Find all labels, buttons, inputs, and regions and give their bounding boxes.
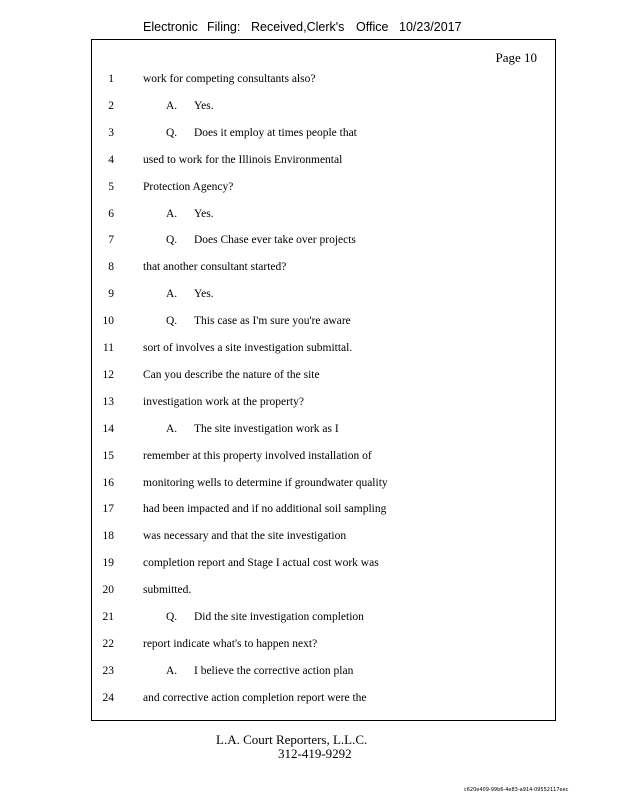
line-text: remember at this property involved installation of	[143, 449, 372, 462]
line-number: 20	[102, 584, 114, 597]
line-text	[166, 208, 214, 220]
qa-marker: A.	[166, 664, 178, 677]
line-number: 14	[102, 422, 114, 435]
line-number: 9	[108, 288, 114, 301]
line-number: 2	[108, 99, 114, 112]
line-text: Protection Agency?	[143, 180, 234, 193]
line-text	[166, 288, 214, 300]
transcript-line	[0, 208, 618, 226]
line-number: 19	[102, 557, 114, 570]
qa-marker: Q.	[166, 315, 178, 328]
line-number: 17	[102, 503, 114, 516]
transcript-line	[0, 234, 618, 252]
transcript-line	[0, 315, 618, 333]
header-office: Office	[356, 20, 389, 34]
qa-text: The site investigation work as I	[194, 422, 339, 435]
transcript-line	[0, 261, 618, 279]
line-number: 15	[102, 449, 114, 462]
transcript-line	[0, 342, 618, 360]
qa-text: Does it employ at times people that	[194, 126, 357, 139]
line-text	[166, 100, 214, 112]
line-text: had been impacted and if no additional soil sampling	[143, 503, 387, 516]
line-text: submitted.	[143, 584, 192, 597]
transcript-line	[0, 638, 618, 656]
line-number: 1	[108, 73, 114, 85]
line-text: sort of involves a site investigation submittal.	[143, 342, 353, 354]
transcript-line	[0, 154, 618, 172]
line-text: used to work for the Illinois Environmental	[143, 153, 343, 166]
line-number: 10	[102, 315, 114, 328]
line-number: 23	[102, 664, 114, 677]
transcript-line	[0, 396, 618, 414]
line-number: 12	[102, 368, 114, 381]
line-text: report indicate what's to happen next?	[143, 637, 318, 650]
transcript-line	[0, 503, 618, 521]
line-text: that another consultant started?	[143, 261, 287, 274]
qa-text: This case as I'm sure you're aware	[194, 315, 351, 328]
page-number: Page 10	[495, 50, 537, 65]
qa-text: Does Chase ever take over projects	[194, 234, 356, 247]
transcript-line	[0, 288, 618, 306]
line-number: 11	[102, 342, 114, 354]
qa-marker: A.	[166, 288, 178, 301]
footer-company: L.A. Court Reporters, L.L.C.	[216, 732, 368, 747]
transcript-line	[0, 369, 618, 387]
qa-marker: A.	[166, 422, 178, 435]
transcript-line	[0, 584, 618, 602]
footer-phone: 312-419-9292	[278, 746, 352, 761]
line-number: 22	[102, 637, 114, 650]
transcript-line	[0, 100, 618, 118]
transcript-line	[0, 73, 618, 91]
qa-text: Yes.	[194, 207, 214, 220]
qa-marker: A.	[166, 99, 178, 112]
line-text: Can you describe the nature of the site	[143, 368, 320, 381]
line-number: 16	[102, 476, 114, 489]
transcript-line	[0, 181, 618, 199]
line-number: 21	[102, 611, 114, 623]
line-text: and corrective action completion report were the	[143, 691, 367, 704]
line-number: 5	[108, 180, 114, 193]
line-text	[166, 423, 339, 435]
transcript-line	[0, 557, 618, 575]
qa-marker: Q.	[166, 126, 178, 139]
line-number: 3	[108, 126, 114, 139]
qa-marker: A.	[166, 207, 178, 220]
transcript-line	[0, 665, 618, 683]
header-received: Received,Clerk's	[251, 20, 345, 34]
line-text: was necessary and that the site investigation	[143, 530, 347, 543]
line-text: monitoring wells to determine if groundwater quality	[143, 476, 388, 489]
header-electronic: Electronic	[143, 20, 198, 34]
qa-text: Did the site investigation completion	[194, 611, 364, 623]
line-text	[166, 665, 353, 677]
line-text	[166, 234, 356, 246]
transcript-line	[0, 477, 618, 495]
line-number: 24	[102, 691, 114, 704]
line-number: 4	[108, 153, 114, 166]
qa-marker: Q.	[166, 611, 178, 623]
line-text	[166, 315, 351, 327]
qa-text: Yes.	[194, 99, 214, 112]
transcript-line	[0, 692, 618, 710]
transcript-line	[0, 127, 618, 145]
header-filing: Filing:	[207, 20, 241, 34]
transcript-line	[0, 611, 618, 629]
line-number: 8	[108, 261, 114, 274]
line-text	[166, 611, 364, 623]
qa-text: I believe the corrective action plan	[194, 664, 354, 677]
qa-marker: Q.	[166, 234, 178, 247]
transcript-line	[0, 423, 618, 441]
line-number: 6	[108, 207, 114, 220]
line-number: 7	[108, 234, 114, 247]
line-text: work for competing consultants also?	[143, 73, 316, 85]
document-id: c620e409-99b6-4e83-a914-09552117eec	[464, 787, 569, 793]
line-text: completion report and Stage I actual cost work was	[143, 557, 379, 570]
qa-text: Yes.	[194, 288, 214, 301]
line-number: 13	[102, 395, 114, 408]
line-text: investigation work at the property?	[143, 395, 304, 408]
transcript-line	[0, 530, 618, 548]
header-date: 10/23/2017	[399, 20, 462, 34]
line-text	[166, 127, 357, 139]
line-number: 18	[102, 530, 114, 543]
transcript-line	[0, 450, 618, 468]
